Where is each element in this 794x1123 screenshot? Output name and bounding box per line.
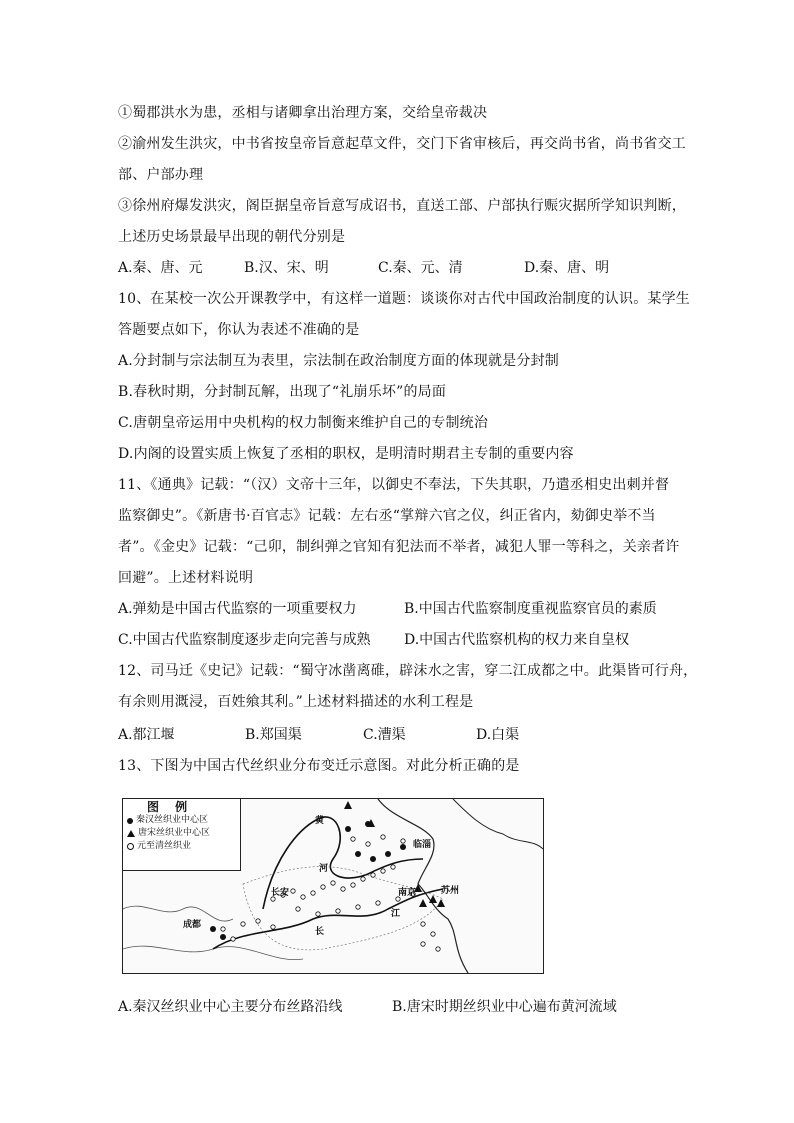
place-suzhou: 苏州: [441, 886, 460, 896]
q11-stem-line4: 回避”。上述材料说明: [118, 570, 254, 586]
q9-option-b[interactable]: B.汉、宋、明: [244, 260, 329, 276]
place-chengdu: 成都: [183, 920, 202, 930]
silk-industry-map: [122, 798, 544, 974]
q9-option-a[interactable]: A.秦、唐、元: [118, 260, 203, 276]
q10-option-c[interactable]: C.唐朝皇帝运用中央机构的权力制衡来维护自己的专制统治: [118, 415, 489, 431]
q12-option-c[interactable]: C.漕渠: [363, 727, 406, 743]
place-chang: 长: [315, 927, 325, 937]
legend-title: 图 例: [147, 800, 194, 814]
q12-option-a[interactable]: A.都江堰: [118, 727, 175, 743]
q13-stem: 13、下图为中国古代丝织业分布变迁示意图。对此分析正确的是: [118, 758, 520, 774]
legend-label-tangsong: 唐宋丝织业中心区: [138, 828, 211, 838]
q12-stem-line2: 有余则用溉浸，百姓飨其利。”上述材料描述的水利工程是: [118, 694, 474, 710]
place-jiang: 江: [391, 909, 401, 919]
legend-row-tangsong: [127, 827, 236, 840]
q9-option-c[interactable]: C.秦、元、清: [378, 260, 463, 276]
q10-option-d[interactable]: D.内阁的设置实质上恢复了丞相的职权，是明清时期君主专制的重要内容: [118, 446, 574, 462]
q10-stem-line1: 10、在某校一次公开课教学中，有这样一道题：谈谈你对古代中国政治制度的认识。某学生: [118, 291, 691, 307]
q11-option-c[interactable]: C.中国古代监察制度逐步走向完善与成熟: [118, 632, 371, 648]
q13-option-b[interactable]: B.唐宋时期丝织业中心遍布黄河流域: [392, 999, 617, 1015]
q9-item1: ①蜀郡洪水为患，丞相与诸卿拿出治理方案，交给皇帝裁决: [118, 105, 488, 121]
q12-stem-line1: 12、司马迁《史记》记载：“蜀守冰凿离碓，辟沫水之害，穿二江成都之中。此渠皆可行舟，: [118, 663, 698, 679]
q9-question: 上述历史场景最早出现的朝代分别是: [118, 229, 346, 245]
map-legend: [123, 799, 241, 871]
legend-row-qinhan: [127, 814, 236, 827]
q10-option-b[interactable]: B.春秋时期，分封制瓦解，出现了“礼崩乐坏”的局面: [118, 384, 447, 400]
place-nanjing: 南京: [398, 888, 417, 898]
legend-row-yuanqing: [127, 840, 236, 853]
triangle-icon: [127, 830, 135, 837]
q9-option-d[interactable]: D.秦、唐、明: [524, 260, 610, 276]
q11-option-d[interactable]: D.中国古代监察机构的权力来自皇权: [404, 632, 630, 648]
q9-item3: ③徐州府爆发洪灾，阁臣据皇帝旨意写成诏书，直送工部、户部执行赈灾据所学知识判断，: [118, 198, 686, 214]
q12-option-b[interactable]: B.郑国渠: [245, 727, 302, 743]
q11-option-a[interactable]: A.弹劾是中国古代监察的一项重要权力: [118, 601, 357, 617]
q11-stem-line3: 者”。《金史》记载：“己卯，制纠弹之官知有犯法而不举者，减犯人罪一等科之，关亲者许: [118, 539, 680, 555]
q11-option-b[interactable]: B.中国古代监察制度重视监察官员的素质: [404, 601, 657, 617]
q12-option-d[interactable]: D.白渠: [476, 727, 520, 743]
q10-option-a[interactable]: A.分封制与宗法制互为表里，宗法制在政治制度方面的体现就是分封制: [118, 353, 559, 369]
dot-icon: [127, 818, 133, 824]
q11-stem-line1: 11、《通典》记载：“（汉）文帝十三年，以御史不奉法，下失其职，乃遣丞相史出刺并督: [118, 477, 670, 493]
place-huang: 黄: [315, 816, 325, 826]
q11-stem-line2: 监察御史”。《新唐书·百官志》记载：左右丞“掌辩六官之仪，纠正省内，劾御史举不当: [118, 508, 656, 524]
q9-item2-line1: ②渝州发生洪灾，中书省按皇帝旨意起草文件，交门下省审核后，再交尚书省，尚书省交工: [118, 136, 686, 152]
place-he: 河: [319, 864, 329, 874]
legend-label-qinhan: 秦汉丝织业中心区: [136, 815, 209, 825]
q13-option-a[interactable]: A.秦汉丝织业中心主要分布丝路沿线: [118, 999, 343, 1015]
legend-label-yuanqing: 元至清丝织业: [137, 841, 192, 851]
q10-stem-line2: 答题要点如下，你认为表述不准确的是: [118, 322, 360, 338]
ring-icon: [127, 843, 134, 850]
place-linzi: 临淄: [413, 840, 432, 850]
place-changan: 长安: [271, 888, 290, 898]
q9-item2-line2: 部、户部办理: [118, 167, 204, 183]
